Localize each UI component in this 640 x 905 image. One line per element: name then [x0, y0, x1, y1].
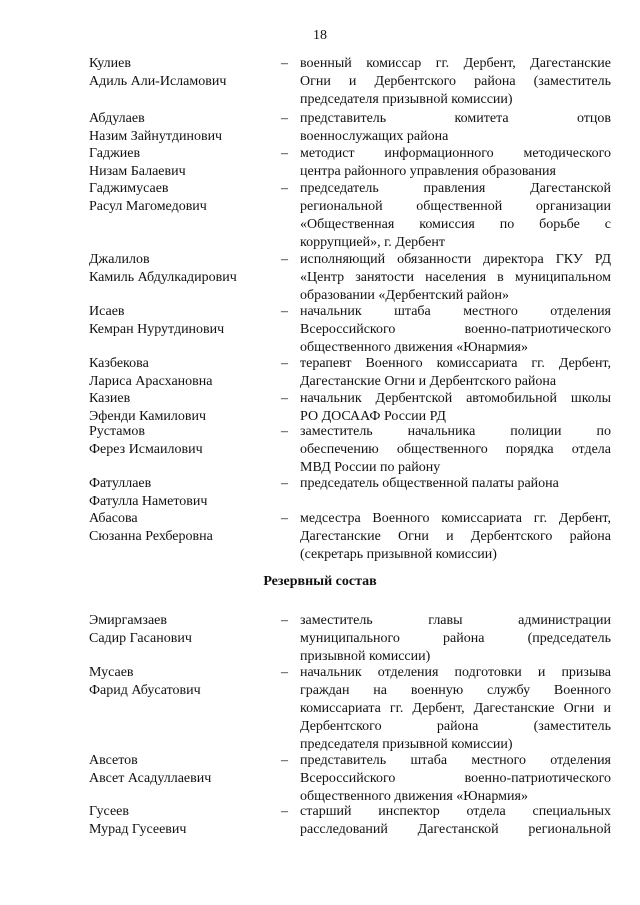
member-position: медсестра Военного комиссариата гг. Дербент, Дагестанские Огни и Дербентского района (секретарь призывной комиссии)	[300, 511, 611, 562]
member-position: председатель общественной палаты района	[300, 476, 559, 491]
dash: –	[281, 252, 288, 267]
member-surname: Исаев	[89, 304, 125, 319]
member-position: заместитель начальника полиции по обеспечению общественного порядка отдела МВД России по району	[300, 424, 611, 475]
member-name	[89, 612, 274, 648]
member-given-name: Сюзанна Рехберовна	[89, 529, 213, 544]
member-surname: Гусеев	[89, 804, 129, 819]
member-position: начальник отделения подготовки и призыва граждан на военную службу Военного комиссариата гг. Дербент, Дагестанские Огни и Дербентского района (заместитель председателя призывной комиссии)	[300, 665, 611, 752]
dash: –	[281, 356, 288, 371]
dash: –	[281, 111, 288, 126]
member-name	[89, 423, 274, 459]
member-position: начальник штаба местного отделения Всероссийского военно-патриотического общественного движения «Юнармия»	[300, 304, 611, 355]
dash: –	[281, 391, 288, 406]
member-surname: Фатуллаев	[89, 476, 152, 491]
member-given-name: Эфенди Камилович	[89, 409, 206, 424]
member-given-name: Садир Гасанович	[89, 631, 192, 646]
member-position: исполняющий обязанности директора ГКУ РД «Центр занятости населения в муниципальном образовании «Дербентский район»	[300, 252, 611, 303]
dash: –	[281, 181, 288, 196]
section-title-reserve: Резервный состав	[263, 574, 377, 589]
member-position: заместитель главы администрации муниципального района (председатель призывной комиссии)	[300, 613, 611, 664]
member-given-name: Кемран Нурутдинович	[89, 322, 225, 337]
member-given-name: Низам Балаевич	[89, 164, 186, 179]
member-position: начальник Дербентской автомобильной школы РО ДОСААФ России РД	[300, 391, 611, 424]
dash: –	[281, 511, 288, 526]
member-position: представитель штаба местного отделения Всероссийского военно-патриотического общественного движения «Юнармия»	[300, 753, 611, 804]
dash: –	[281, 304, 288, 319]
member-given-name: Камиль Абдулкадирович	[89, 270, 237, 285]
member-given-name: Фарид Абусатович	[89, 683, 201, 698]
member-surname: Абдулаев	[89, 111, 145, 126]
member-name	[89, 510, 274, 546]
member-position: военный комиссар гг. Дербент, Дагестанские Огни и Дербентского района (заместитель председателя призывной комиссии)	[300, 56, 611, 107]
dash: –	[281, 753, 288, 768]
member-position: представитель комитета отцов военнослужащих района	[300, 111, 611, 144]
member-name	[89, 55, 274, 91]
member-given-name: Ферез Исмаилович	[89, 442, 203, 457]
dash: –	[281, 56, 288, 71]
member-name	[89, 803, 274, 839]
member-surname: Эмиргамзаев	[89, 613, 167, 628]
member-surname: Гаджимусаев	[89, 181, 169, 196]
member-surname: Абасова	[89, 511, 138, 526]
member-name	[89, 752, 274, 788]
member-surname: Кулиев	[89, 56, 131, 71]
member-given-name: Фатулла Наметович	[89, 494, 208, 509]
member-position: старший инспектор отдела специальных расследований Дагестанской региональной	[300, 804, 611, 837]
dash: –	[281, 146, 288, 161]
member-given-name: Авсет Асадуллаевич	[89, 771, 212, 786]
member-given-name: Назим Зайнутдинович	[89, 129, 223, 144]
member-name	[89, 110, 274, 146]
member-given-name: Расул Магомедович	[89, 199, 207, 214]
dash: –	[281, 424, 288, 439]
member-name	[89, 180, 274, 216]
member-name	[89, 664, 274, 700]
dash: –	[281, 613, 288, 628]
member-position: терапевт Военного комиссариата гг. Дербент, Дагестанские Огни и Дербентского района	[300, 356, 611, 389]
member-name	[89, 475, 274, 511]
member-surname: Казбекова	[89, 356, 149, 371]
member-surname: Казиев	[89, 391, 131, 406]
member-given-name: Лариса Арасхановна	[89, 374, 213, 389]
member-name	[89, 145, 274, 181]
member-given-name: Мурад Гусеевич	[89, 822, 187, 837]
member-given-name: Адиль Али-Исламович	[89, 74, 227, 89]
dash: –	[281, 804, 288, 819]
member-surname: Гаджиев	[89, 146, 141, 161]
page-number: 18	[313, 28, 327, 43]
member-position: методист информационного методического центра районного управления образования	[300, 146, 611, 179]
dash: –	[281, 665, 288, 680]
member-surname: Джалилов	[89, 252, 150, 267]
member-name	[89, 303, 274, 339]
member-surname: Мусаев	[89, 665, 134, 680]
member-surname: Рустамов	[89, 424, 145, 439]
member-name	[89, 251, 274, 287]
dash: –	[281, 476, 288, 491]
member-position: председатель правления Дагестанской региональной общественной организации «Общественная комиссия по борьбе с коррупцией», г. Дербент	[300, 181, 611, 250]
member-surname: Авсетов	[89, 753, 138, 768]
member-name	[89, 390, 274, 426]
member-name	[89, 355, 274, 391]
